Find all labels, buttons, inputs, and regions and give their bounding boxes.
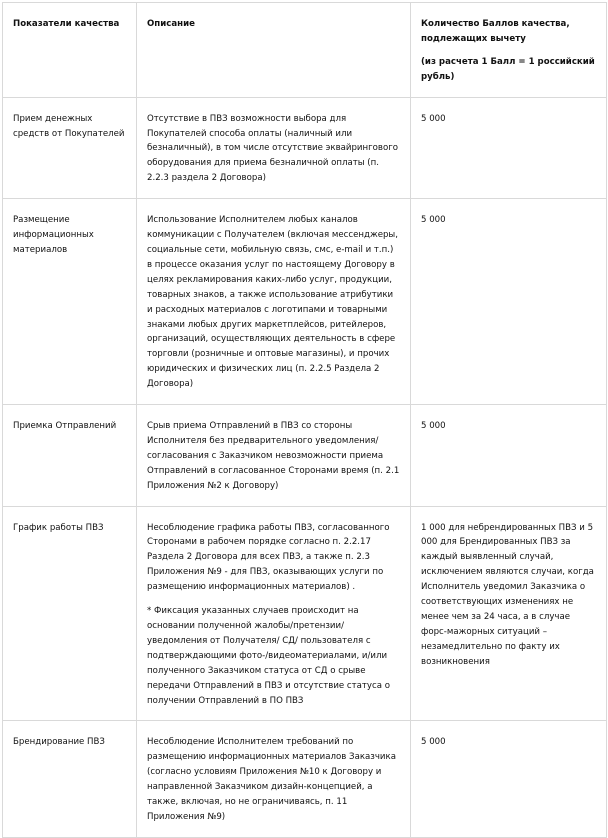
description-text: Срыв приема Отправлений в ПВЗ со стороны Исполнителя без предварительного уведомления/ согласования с Заказчиком невозможности приема Отправлений в согласованное Сторонами время (п. 2.1 Приложения №2 к Договору) — [147, 421, 400, 491]
description-text: Несоблюдение графика работы ПВЗ, согласованного Сторонами в рабочем порядке согласно п. 2.2.17 Раздела 2 Договора для всех ПВЗ, а также п. 2.3 Приложения №9 - для ПВЗ, оказывающих услуги по размещению информационных материалов) . — [147, 522, 390, 593]
header-indicator-cell — [3, 3, 137, 98]
description-cell — [137, 97, 411, 199]
header-description-cell — [137, 3, 411, 98]
header-indicator: Показатели качества — [13, 19, 120, 29]
table-row — [3, 97, 607, 199]
points-cell — [411, 405, 607, 507]
table-row — [3, 506, 607, 721]
table-row — [3, 721, 607, 837]
description-cell — [137, 199, 411, 405]
indicator-cell — [3, 506, 137, 721]
description-footnote: * Фиксация указанных случаев происходит на основании полученной жалобы/претензии/ уведомления от Получателя/ СД/ пользователя с подтверждающими фото-/видеоматериалами, и/или полученного Заказчиком статуса от СД о срыве передачи Отправлений в ПВЗ и отсутствие статуса о получении Отправлений в ПО ПВЗ — [147, 606, 390, 706]
indicator-text: Прием денежных средств от Покупателей — [13, 113, 125, 139]
indicator-text: Приемка Отправлений — [13, 421, 117, 432]
quality-penalty-table — [2, 2, 607, 838]
indicator-cell — [3, 199, 137, 405]
indicator-text: Размещение информационных материалов — [13, 215, 94, 255]
description-cell — [137, 506, 411, 721]
table-row — [3, 405, 607, 507]
points-cell — [411, 97, 607, 199]
description-text: Отсутствие в ПВЗ возможности выбора для Покупателей способа оплаты (наличный или безналичный), в том числе отсутствие эквайрингового оборудования для приема безналичной оплаты (п. 2.2.3 раздела 2 Договора) — [147, 113, 399, 184]
header-description: Описание — [147, 19, 195, 29]
header-points-note: (из расчета 1 Балл = 1 российский рубль) — [421, 56, 595, 82]
points-cell — [411, 506, 607, 721]
indicator-text: График работы ПВЗ — [13, 522, 104, 533]
indicator-cell — [3, 405, 137, 507]
indicator-cell — [3, 97, 137, 199]
header-points: Количество Баллов качества, подлежащих вычету — [421, 19, 570, 44]
table-header-row — [3, 3, 607, 98]
points-cell — [411, 199, 607, 405]
points-cell — [411, 721, 607, 837]
header-points-cell — [411, 3, 607, 98]
points-text: 5 000 — [421, 113, 446, 124]
points-text: 5 000 — [421, 737, 446, 748]
table-row — [3, 199, 607, 405]
description-cell — [137, 405, 411, 507]
points-text: 5 000 — [421, 215, 446, 226]
points-text: 1 000 для небрендированных ПВЗ и 5 000 для Брендированных ПВЗ за каждый выявленный случай, исключением являются случаи, когда Исполнитель уведомил Заказчика о соответствующих изменениях не менее чем за 24 часа, а в случае форс-мажорных ситуаций – незамедлительно по факту их возникновения — [421, 522, 594, 667]
indicator-text: Брендирование ПВЗ — [13, 737, 105, 748]
description-cell — [137, 721, 411, 837]
indicator-cell — [3, 721, 137, 837]
description-text: Использование Исполнителем любых каналов коммуникации с Получателем (включая мессенджеры, социальные сети, мобильную связь, смс, e-mail и т.п.) в процессе оказания услуг по настоящему Договору в целях рекламирования каких-либо услуг, продукции, товарных знаков, а также использование атрибутики и расходных материалов с логотипами и товарными знаками любых других маркетплейсов, ритейлеров, организаций, осуществляющих деятельность в сфере торговли (розничные и оптовые магазины), и прочих юридических и физических лиц (п. 2.2.5 Раздела 2 Договора) — [147, 215, 398, 390]
points-text: 5 000 — [421, 421, 446, 432]
description-text: Несоблюдение Исполнителем требований по размещению информационных материалов Заказчика (согласно условиям Приложения №10 к Договору и направленной Заказчиком дизайн-концепцией, а также, включая, но не ограничиваясь, п. 11 Приложения №9) — [147, 737, 396, 822]
